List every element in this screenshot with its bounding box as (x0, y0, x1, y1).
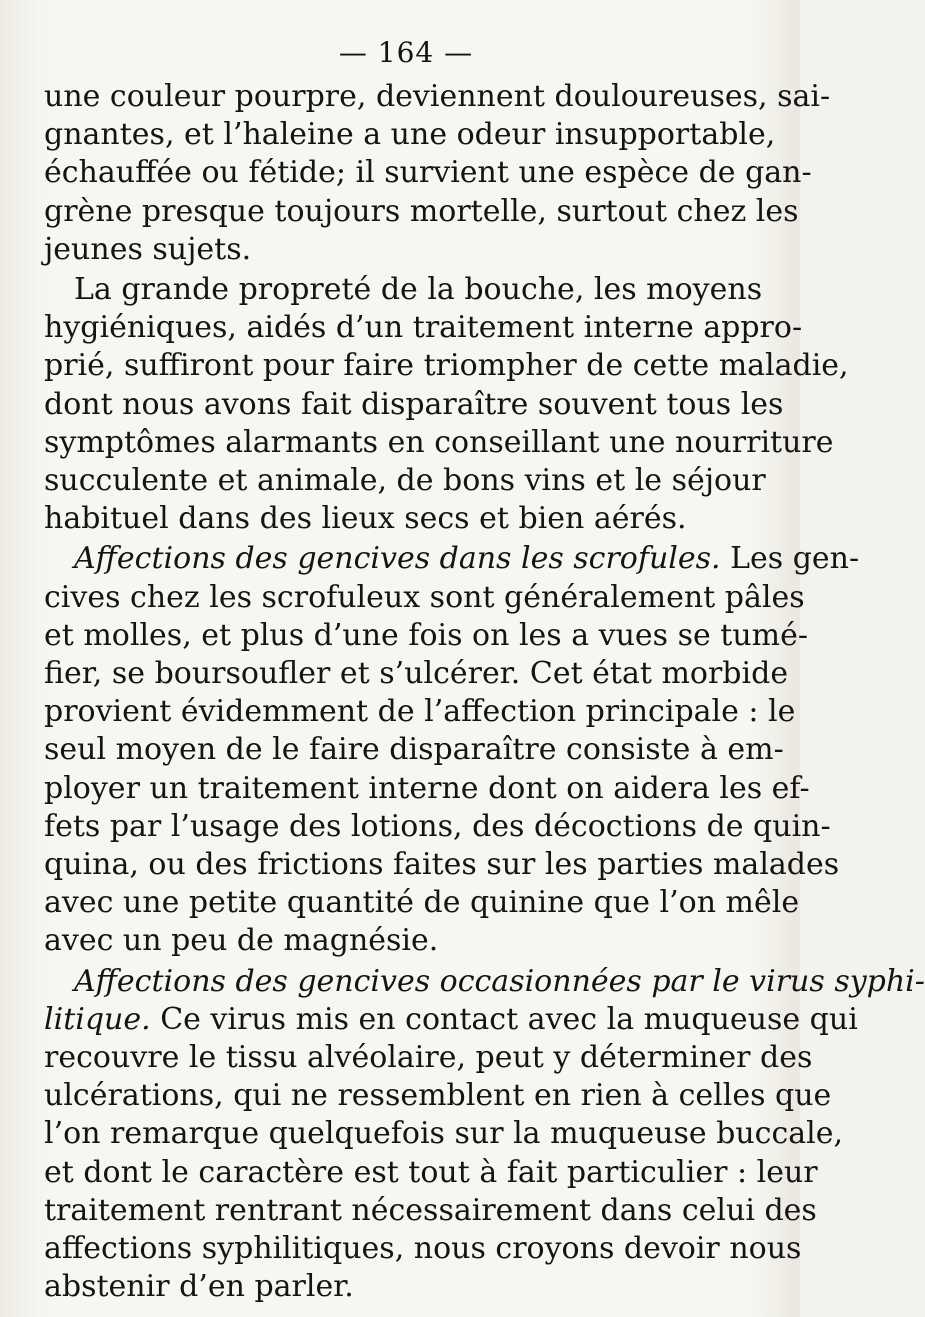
text-line: gnantes, et l’haleine a une odeur insupportable, (44, 117, 776, 153)
text-line: fets par l’usage des lotions, des décoctions de quin- (44, 808, 831, 844)
text-line: dont nous avons fait disparaître souvent tous les (44, 386, 784, 422)
text-line: une couleur pourpre, deviennent douloureuses, sai- (44, 79, 831, 114)
text-line: fier, se boursoufler et s’ulcérer. Cet état morbide (44, 656, 789, 692)
text-line: traitement rentrant nécessairement dans celui des (44, 1192, 817, 1228)
text-line: seul moyen de le faire disparaître consiste à em- (44, 732, 784, 768)
page-number: — 164 — (338, 36, 474, 69)
paragraph-2 (44, 271, 849, 538)
text-line: l’on remarque quelquefois sur la muqueuse buccale, (44, 1116, 844, 1152)
text-line: quina, ou des frictions faites sur les parties malades (44, 847, 840, 883)
paragraph-3 (44, 540, 860, 960)
text-line: prié, suffiront pour faire triompher de cette maladie, (44, 348, 849, 384)
text-line: La grande propreté de la bouche, les moyens (74, 272, 763, 308)
text-line: ulcérations, qui ne ressemblent en rien à celles que (44, 1078, 832, 1114)
paragraph-4 (44, 963, 925, 1307)
section-heading: Affections des gencives dans les scrofules. (74, 541, 721, 577)
text-line: habituel dans des lieux secs et bien aérés. (44, 501, 687, 537)
heading-line-rest: Les gen- (720, 541, 860, 577)
heading-line-rest: Ce virus mis en contact avec la muqueuse qui (150, 1001, 858, 1037)
text-line: succulente et animale, de bons vins et le séjour (44, 463, 766, 499)
text-line: recouvre le tissu alvéolaire, peut y déterminer des (44, 1040, 813, 1076)
text-line: hygiéniques, aidés d’un traitement interne appro- (44, 310, 803, 346)
text-line: avec une petite quantité de quinine que l’on mêle (44, 885, 800, 921)
text-line: affections syphilitiques, nous croyons devoir nous (44, 1231, 802, 1267)
text-line: avec un peu de magnésie. (44, 923, 439, 959)
section-heading: Affections des gencives occasionnées par le virus syphi- (74, 963, 925, 999)
paragraph-1 (44, 78, 831, 269)
text-line: grène presque toujours mortelle, surtout chez les (44, 193, 799, 229)
text-line: provient évidemment de l’affection principale : le (44, 694, 796, 730)
text-line: symptômes alarmants en conseillant une nourriture (44, 424, 834, 460)
text-line (44, 1001, 858, 1039)
text-line: et molles, et plus d’une fois on les a vues se tumé- (44, 617, 809, 653)
text-line: échauffée ou fétide; il survient une espèce de gan- (44, 155, 812, 191)
text-line (44, 540, 860, 578)
text-line: cives chez les scrofuleux sont généralement pâles (44, 579, 805, 615)
text-line: jeunes sujets. (44, 231, 252, 267)
text-line: ployer un traitement interne dont on aidera les ef- (44, 770, 810, 806)
text-line: abstenir d’en parler. (44, 1269, 354, 1305)
section-heading-end: litique. (44, 1001, 151, 1037)
text-line: et dont le caractère est tout à fait particulier : leur (44, 1154, 818, 1190)
